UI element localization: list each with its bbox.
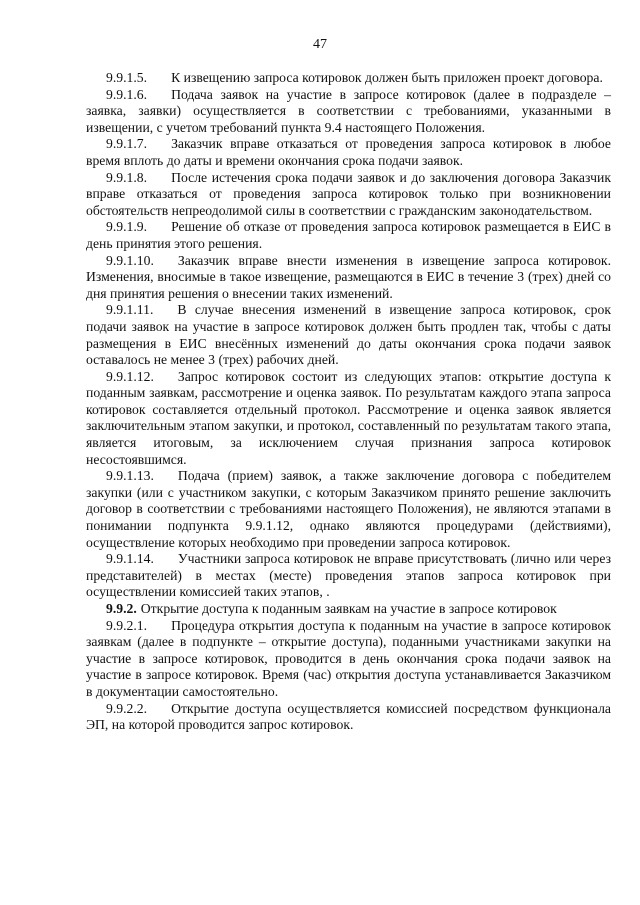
- clause-text: Участники запроса котировок не вправе присутствовать (лично или через представителей) в местах (месте) проведения этапов запроса котировок при осуществлении комиссией таких этапов, .: [86, 551, 611, 600]
- clause-number: 9.9.1.6.: [106, 86, 148, 102]
- section-heading-9-9-2: [86, 601, 611, 618]
- clause-text: После истечения срока подачи заявок и до заключения договора Заказчик вправе отказаться от проведения запроса котировок только при возникновении обстоятельств непреодолимой силы в соответствии с гражданским законодательством.: [86, 169, 611, 218]
- clause-text: Заказчик вправе внести изменения в извещение запроса котировок. Изменения, вносимые в такое извещение, размещаются в ЕИС в течение 3 (трех) дней со дня принятия решения о внесении таких изменений.: [86, 252, 611, 301]
- clause-9-9-1-13: [86, 468, 611, 551]
- clause-text: Запрос котировок состоит из следующих этапов: открытие доступа к поданным заявкам, рассмотрение и оценка заявок. По результатам каждого этапа запроса котировок составляется отдельный протокол. Рассмотрение и оценка заявок является заключительным этапом закупки, и протокол, составленный по результатам такого этапа, является итоговым, за исключением случая признания запроса котировок несостоявшимся.: [86, 368, 611, 467]
- section-title: Открытие доступа к поданным заявкам на участие в запросе котировок: [140, 601, 557, 616]
- clause-number: 9.9.1.11.: [106, 302, 154, 318]
- clause-9-9-1-8: [86, 170, 611, 220]
- clause-text: Подача заявок на участие в запросе котировок (далее в подразделе – заявка, заявки) осуществляется в соответствии с требованиями, указанными в извещении, с учетом требований пункта 9.4 настоящего Положения.: [86, 86, 611, 135]
- clause-number: 9.9.2.1.: [106, 617, 148, 633]
- clause-number: 9.9.1.9.: [106, 219, 148, 235]
- clause-number: 9.9.2.2.: [106, 700, 148, 716]
- clause-text: Подача (прием) заявок, а также заключение договора с победителем закупки (или с участником закупки, с которым Заказчиком принято решение заключить договор в соответствии с требованиями настоящего Положения), не являются этапами в понимании подпункта 9.9.1.12, однако являются процедурами (действиями), осуществление которых необходимо при проведении запроса котировок.: [86, 468, 611, 550]
- clause-9-9-1-12: [86, 369, 611, 469]
- clause-9-9-1-9: [86, 219, 611, 252]
- clause-9-9-1-6: [86, 87, 611, 137]
- clause-9-9-1-7: [86, 136, 611, 169]
- clause-9-9-1-11: [86, 302, 611, 368]
- clause-text: Процедура открытия доступа к поданным на участие в запросе котировок заявкам (далее в подпункте – открытие доступа), поданными участниками закупки на участие в запросе котировок, проводится в день окончания срока подачи заявок на участие в запросе котировок. Время (час) открытия доступа устанавливается Заказчиком в документации самостоятельно.: [86, 617, 611, 699]
- section-number: 9.9.2.: [106, 601, 137, 616]
- clause-9-9-2-2: [86, 701, 611, 734]
- clause-number: 9.9.1.10.: [106, 252, 154, 268]
- clause-text: Заказчик вправе отказаться от проведения запроса котировок в любое время вплоть до даты и времени окончания срока подачи заявок.: [86, 136, 611, 168]
- clause-text: Открытие доступа осуществляется комиссией посредством функционала ЭП, на которой проводится запрос котировок.: [86, 700, 611, 733]
- document-body: [86, 70, 611, 734]
- clause-number: 9.9.1.14.: [106, 551, 154, 567]
- clause-9-9-1-10: [86, 253, 611, 303]
- clause-text: К извещению запроса котировок должен быть приложен проект договора.: [171, 70, 603, 85]
- clause-number: 9.9.1.12.: [106, 368, 154, 384]
- clause-number: 9.9.1.8.: [106, 169, 148, 185]
- clause-number: 9.9.1.5.: [106, 70, 148, 85]
- clause-text: Решение об отказе от проведения запроса котировок размещается в ЕИС в день принятия этого решения.: [86, 219, 611, 251]
- clause-9-9-2-1: [86, 618, 611, 701]
- clause-number: 9.9.1.7.: [106, 136, 148, 152]
- clause-text: В случае внесения изменений в извещение запроса котировок, срок подачи заявок на участие в запросе котировок должен быть продлен так, чтобы с даты размещения в ЕИС внесённых изменений до даты окончания срока подачи заявок оставалось не менее 3 (трех) рабочих дней.: [86, 302, 611, 368]
- page-number: 47: [313, 37, 327, 52]
- clause-9-9-1-14: [86, 551, 611, 601]
- clause-number: 9.9.1.13.: [106, 468, 154, 484]
- clause-9-9-1-5: [86, 70, 611, 87]
